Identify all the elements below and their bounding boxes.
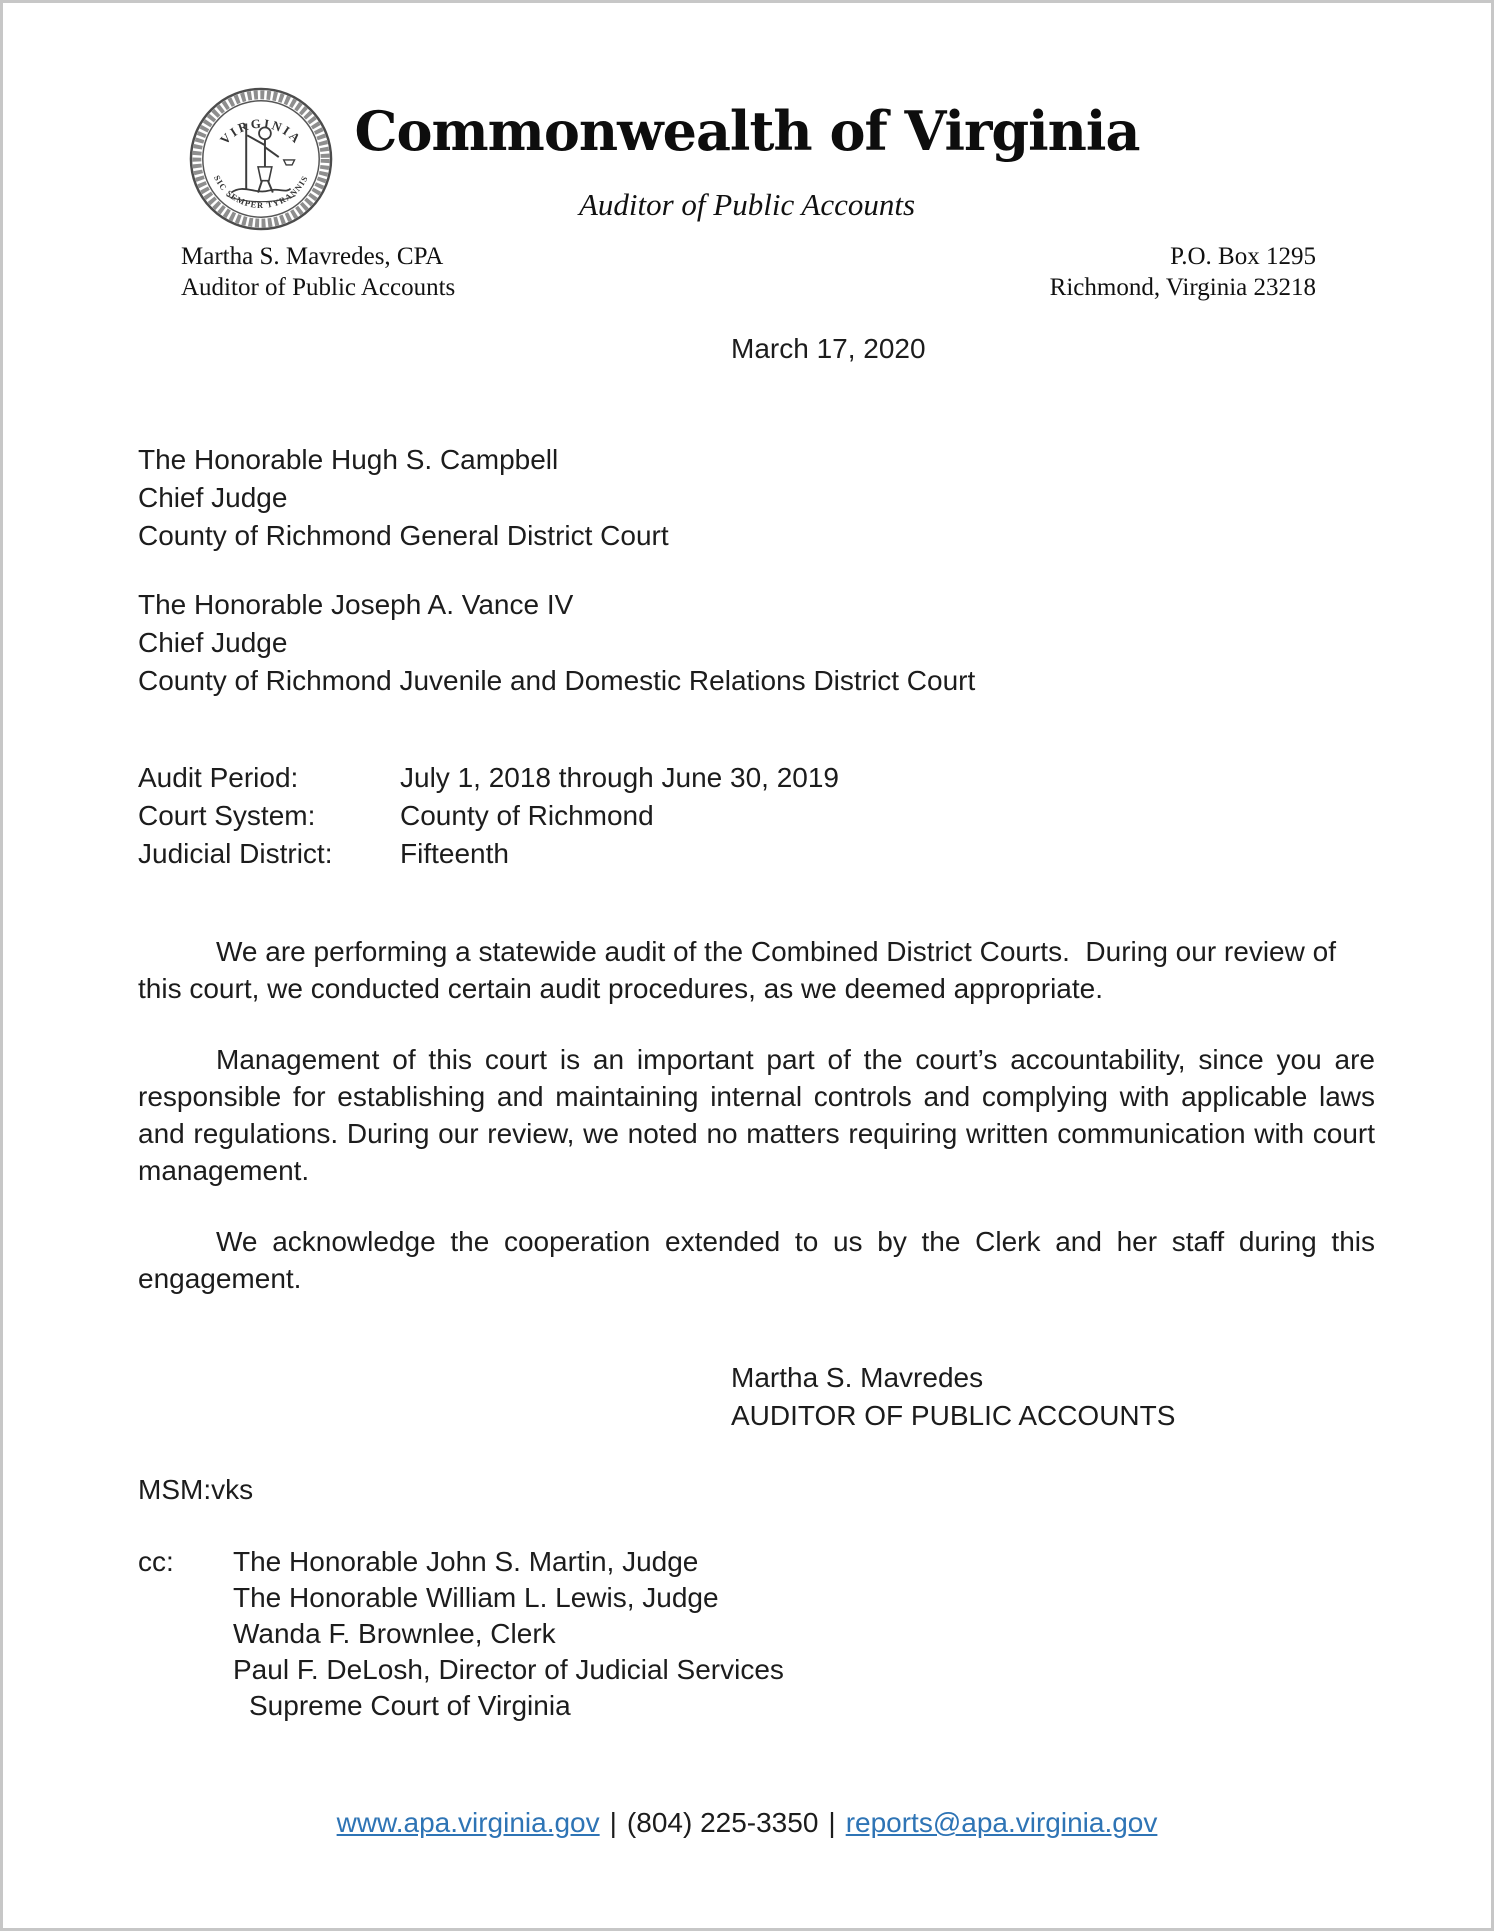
recipient-block-2	[138, 586, 975, 700]
website-link[interactable]: www.apa.virginia.gov	[336, 1807, 600, 1838]
auditor-title: Auditor of Public Accounts	[181, 274, 456, 301]
judicial-district-label: Judicial District:	[138, 838, 333, 869]
cc-label: cc:	[138, 1546, 174, 1577]
footer-separator-2: |	[828, 1807, 836, 1838]
typist-reference: MSM:vks	[138, 1474, 254, 1505]
cc-name-5: Supreme Court of Virginia	[249, 1690, 571, 1721]
body-paragraph-1: We are performing a statewide audit of the Combined District Courts. During our review of this court, we conducted certain audit procedures, as we deemed appropriate.	[138, 936, 1344, 1004]
judicial-district-value: Fifteenth	[400, 838, 509, 869]
recipient-title: Chief Judge	[138, 482, 288, 513]
footer-separator-1: |	[609, 1807, 617, 1838]
seal-top-text: VIRGINIA	[217, 116, 305, 148]
signature-block	[731, 1359, 1175, 1435]
auditor-name: Martha S. Mavredes, CPA	[181, 243, 444, 270]
audit-row-judicial-district	[138, 835, 839, 873]
audit-info-block	[138, 759, 839, 873]
page-title: Commonwealth of Virginia	[354, 99, 1140, 163]
office-address-block	[1050, 241, 1316, 303]
cc-name-2: The Honorable William L. Lewis, Judge	[233, 1582, 719, 1613]
address-line-2: Richmond, Virginia 23218	[1049, 274, 1316, 301]
recipient-name: The Honorable Hugh S. Campbell	[138, 444, 559, 475]
recipient-title: Chief Judge	[138, 627, 288, 658]
recipient-court: County of Richmond General District Court	[138, 520, 669, 551]
audit-period-value: July 1, 2018 through June 30, 2019	[400, 762, 840, 793]
auditor-identity-block	[181, 241, 455, 303]
recipient-court: County of Richmond Juvenile and Domestic Relations District Court	[138, 665, 976, 696]
audit-row-period	[138, 759, 839, 797]
recipient-block-1	[138, 441, 669, 555]
page-subtitle: Auditor of Public Accounts	[578, 187, 916, 222]
court-system-value: County of Richmond	[400, 800, 654, 831]
footer	[3, 1807, 1491, 1839]
cc-name-4: Paul F. DeLosh, Director of Judicial Services	[233, 1654, 784, 1685]
signer-name: Martha S. Mavredes	[731, 1362, 984, 1393]
email-link[interactable]: reports@apa.virginia.gov	[845, 1807, 1158, 1838]
cc-name-3: Wanda F. Brownlee, Clerk	[233, 1618, 556, 1649]
audit-row-court-system	[138, 797, 839, 835]
court-system-label: Court System:	[138, 800, 316, 831]
letter-date: March 17, 2020	[731, 333, 926, 364]
signer-title: AUDITOR OF PUBLIC ACCOUNTS	[731, 1400, 1176, 1431]
body-paragraph-2: Management of this court is an important part of the court’s accountability, since you are responsible for establishing and maintaining internal controls and complying with applicable laws and regulations. During our review, we noted no matters requiring written communication with court management.	[138, 1044, 1375, 1186]
cc-name-1: The Honorable John S. Martin, Judge	[233, 1546, 699, 1577]
recipient-name: The Honorable Joseph A. Vance IV	[138, 589, 574, 620]
body-paragraph-3: We acknowledge the cooperation extended to us by the Clerk and her staff during this engagement.	[138, 1226, 1375, 1294]
audit-period-label: Audit Period:	[138, 762, 299, 793]
seal-bottom-text: SIC SEMPER TYRANNIS	[212, 173, 310, 211]
phone-number: (804) 225-3350	[626, 1807, 819, 1838]
cc-list	[233, 1544, 784, 1724]
address-line-1: P.O. Box 1295	[1170, 243, 1316, 270]
